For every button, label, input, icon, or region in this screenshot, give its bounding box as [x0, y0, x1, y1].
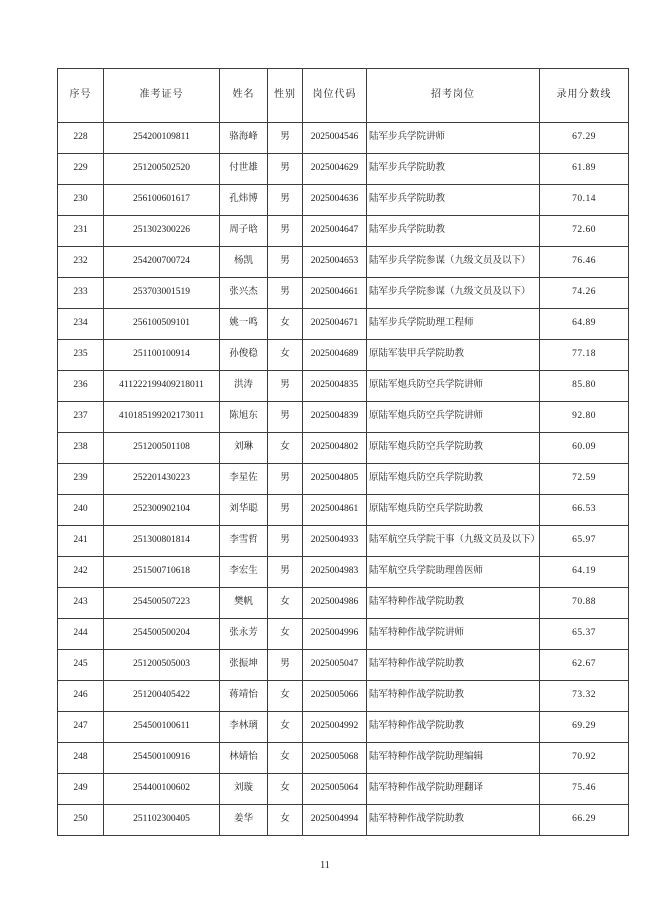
cell-name: 姜华 [220, 805, 268, 836]
cell-seq: 244 [58, 619, 104, 650]
cell-score: 65.97 [540, 526, 629, 557]
cell-gender: 女 [268, 681, 303, 712]
cell-seq: 235 [58, 340, 104, 371]
cell-exam_id: 251100100914 [104, 340, 220, 371]
cell-code: 2025004986 [303, 588, 367, 619]
cell-name: 李星佐 [220, 464, 268, 495]
cell-name: 刘华聪 [220, 495, 268, 526]
cell-gender: 男 [268, 464, 303, 495]
table-row [58, 557, 629, 588]
cell-exam_id: 254200700724 [104, 247, 220, 278]
cell-name: 周子晗 [220, 216, 268, 247]
cell-position: 陆军步兵学院助教 [367, 216, 540, 247]
cell-position: 陆军特种作战学院助理编辑 [367, 743, 540, 774]
cell-gender: 男 [268, 247, 303, 278]
admission-score-table [57, 68, 629, 836]
cell-code: 2025005066 [303, 681, 367, 712]
cell-position: 原陆军炮兵防空兵学院助教 [367, 433, 540, 464]
table-row [58, 619, 629, 650]
cell-gender: 男 [268, 526, 303, 557]
table-row [58, 278, 629, 309]
cell-seq: 250 [58, 805, 104, 836]
table-row [58, 774, 629, 805]
cell-seq: 234 [58, 309, 104, 340]
cell-name: 杨凯 [220, 247, 268, 278]
page-number: 11 [320, 860, 330, 871]
cell-name: 刘璇 [220, 774, 268, 805]
cell-exam_id: 254500100916 [104, 743, 220, 774]
cell-code: 2025004647 [303, 216, 367, 247]
cell-gender: 女 [268, 774, 303, 805]
cell-exam_id: 256100509101 [104, 309, 220, 340]
cell-seq: 239 [58, 464, 104, 495]
cell-position: 陆军步兵学院助理工程师 [367, 309, 540, 340]
cell-seq: 230 [58, 185, 104, 216]
cell-code: 2025004994 [303, 805, 367, 836]
table-row [58, 681, 629, 712]
table-row [58, 402, 629, 433]
cell-exam_id: 254400100602 [104, 774, 220, 805]
cell-score: 66.53 [540, 495, 629, 526]
cell-exam_id: 251500710618 [104, 557, 220, 588]
cell-exam_id: 254500507223 [104, 588, 220, 619]
cell-position: 陆军步兵学院参谋（九级文员及以下） [367, 278, 540, 309]
table-row [58, 464, 629, 495]
cell-score: 61.89 [540, 154, 629, 185]
cell-name: 李林璃 [220, 712, 268, 743]
cell-position: 陆军特种作战学院讲师 [367, 619, 540, 650]
table-row [58, 526, 629, 557]
cell-name: 蒋靖怡 [220, 681, 268, 712]
cell-seq: 241 [58, 526, 104, 557]
cell-name: 孔炜博 [220, 185, 268, 216]
column-header-code: 岗位代码 [303, 69, 367, 123]
cell-code: 2025004839 [303, 402, 367, 433]
cell-gender: 男 [268, 154, 303, 185]
cell-seq: 243 [58, 588, 104, 619]
table-row [58, 123, 629, 154]
cell-gender: 女 [268, 619, 303, 650]
cell-code: 2025004996 [303, 619, 367, 650]
cell-name: 李雪哲 [220, 526, 268, 557]
cell-seq: 228 [58, 123, 104, 154]
column-header-score: 录用分数线 [540, 69, 629, 123]
cell-code: 2025004992 [303, 712, 367, 743]
cell-gender: 男 [268, 278, 303, 309]
cell-seq: 238 [58, 433, 104, 464]
cell-score: 92.80 [540, 402, 629, 433]
cell-exam_id: 251102300405 [104, 805, 220, 836]
cell-code: 2025004805 [303, 464, 367, 495]
cell-exam_id: 251200505003 [104, 650, 220, 681]
cell-exam_id: 253703001519 [104, 278, 220, 309]
cell-position: 陆军步兵学院讲师 [367, 123, 540, 154]
cell-code: 2025004861 [303, 495, 367, 526]
cell-score: 72.60 [540, 216, 629, 247]
cell-code: 2025004636 [303, 185, 367, 216]
cell-seq: 245 [58, 650, 104, 681]
cell-score: 62.67 [540, 650, 629, 681]
cell-gender: 女 [268, 340, 303, 371]
table-body [58, 123, 629, 836]
table-row [58, 712, 629, 743]
cell-code: 2025005047 [303, 650, 367, 681]
cell-code: 2025004933 [303, 526, 367, 557]
cell-code: 2025004689 [303, 340, 367, 371]
table-row [58, 743, 629, 774]
cell-score: 69.29 [540, 712, 629, 743]
cell-exam_id: 251302300226 [104, 216, 220, 247]
cell-position: 陆军步兵学院助教 [367, 154, 540, 185]
cell-position: 原陆军炮兵防空兵学院讲师 [367, 371, 540, 402]
cell-gender: 男 [268, 650, 303, 681]
cell-name: 姚一鸣 [220, 309, 268, 340]
table-row [58, 185, 629, 216]
cell-exam_id: 254200109811 [104, 123, 220, 154]
cell-code: 2025004802 [303, 433, 367, 464]
column-header-gender: 性别 [268, 69, 303, 123]
cell-code: 2025004546 [303, 123, 367, 154]
cell-exam_id: 411222199409218011 [104, 371, 220, 402]
table-row [58, 309, 629, 340]
table-header-row [58, 69, 629, 123]
table-row [58, 650, 629, 681]
cell-exam_id: 256100601617 [104, 185, 220, 216]
cell-gender: 男 [268, 402, 303, 433]
cell-score: 85.80 [540, 371, 629, 402]
cell-exam_id: 252201430223 [104, 464, 220, 495]
cell-gender: 男 [268, 557, 303, 588]
table-row [58, 216, 629, 247]
cell-score: 64.19 [540, 557, 629, 588]
cell-seq: 240 [58, 495, 104, 526]
cell-score: 70.92 [540, 743, 629, 774]
cell-gender: 女 [268, 309, 303, 340]
cell-position: 原陆军炮兵防空兵学院助教 [367, 464, 540, 495]
cell-code: 2025004653 [303, 247, 367, 278]
cell-exam_id: 251200501108 [104, 433, 220, 464]
cell-score: 65.37 [540, 619, 629, 650]
cell-score: 75.46 [540, 774, 629, 805]
cell-score: 74.26 [540, 278, 629, 309]
cell-name: 孙俊稳 [220, 340, 268, 371]
cell-name: 樊帆 [220, 588, 268, 619]
cell-gender: 女 [268, 588, 303, 619]
cell-position: 原陆军装甲兵学院助教 [367, 340, 540, 371]
cell-exam_id: 251300801814 [104, 526, 220, 557]
cell-seq: 231 [58, 216, 104, 247]
cell-score: 67.29 [540, 123, 629, 154]
cell-seq: 233 [58, 278, 104, 309]
cell-gender: 女 [268, 743, 303, 774]
cell-seq: 242 [58, 557, 104, 588]
table-row [58, 371, 629, 402]
cell-exam_id: 254500100611 [104, 712, 220, 743]
cell-seq: 229 [58, 154, 104, 185]
column-header-name: 姓名 [220, 69, 268, 123]
table-row [58, 433, 629, 464]
table-row [58, 340, 629, 371]
cell-name: 张永芳 [220, 619, 268, 650]
cell-exam_id: 252300902104 [104, 495, 220, 526]
cell-seq: 232 [58, 247, 104, 278]
cell-name: 刘琳 [220, 433, 268, 464]
cell-position: 原陆军炮兵防空兵学院助教 [367, 495, 540, 526]
cell-seq: 236 [58, 371, 104, 402]
cell-position: 陆军步兵学院参谋（九级文员及以下） [367, 247, 540, 278]
cell-position: 陆军特种作战学院助教 [367, 805, 540, 836]
cell-score: 64.89 [540, 309, 629, 340]
cell-name: 李宏生 [220, 557, 268, 588]
cell-gender: 女 [268, 433, 303, 464]
cell-score: 66.29 [540, 805, 629, 836]
column-header-position: 招考岗位 [367, 69, 540, 123]
cell-score: 77.18 [540, 340, 629, 371]
cell-score: 70.14 [540, 185, 629, 216]
cell-name: 付世雄 [220, 154, 268, 185]
cell-code: 2025004835 [303, 371, 367, 402]
cell-name: 张振坤 [220, 650, 268, 681]
cell-name: 林婧怡 [220, 743, 268, 774]
cell-position: 陆军航空兵学院干事（九级文员及以下） [367, 526, 540, 557]
cell-name: 洪涛 [220, 371, 268, 402]
column-header-seq: 序号 [58, 69, 104, 123]
cell-exam_id: 254500500204 [104, 619, 220, 650]
cell-name: 骆海峰 [220, 123, 268, 154]
cell-score: 72.59 [540, 464, 629, 495]
cell-position: 陆军航空兵学院助理兽医师 [367, 557, 540, 588]
cell-position: 陆军步兵学院助教 [367, 185, 540, 216]
cell-position: 陆军特种作战学院助教 [367, 650, 540, 681]
cell-code: 2025004661 [303, 278, 367, 309]
cell-seq: 249 [58, 774, 104, 805]
cell-gender: 女 [268, 712, 303, 743]
cell-code: 2025004629 [303, 154, 367, 185]
cell-name: 陈旭东 [220, 402, 268, 433]
cell-gender: 男 [268, 371, 303, 402]
cell-code: 2025005068 [303, 743, 367, 774]
cell-seq: 248 [58, 743, 104, 774]
cell-gender: 女 [268, 805, 303, 836]
cell-position: 陆军特种作战学院助教 [367, 681, 540, 712]
cell-score: 73.32 [540, 681, 629, 712]
cell-position: 陆军特种作战学院助教 [367, 712, 540, 743]
cell-gender: 男 [268, 185, 303, 216]
cell-exam_id: 410185199202173011 [104, 402, 220, 433]
cell-score: 76.46 [540, 247, 629, 278]
cell-seq: 246 [58, 681, 104, 712]
table-row [58, 805, 629, 836]
table-row [58, 154, 629, 185]
table-row [58, 495, 629, 526]
cell-seq: 237 [58, 402, 104, 433]
cell-exam_id: 251200502520 [104, 154, 220, 185]
cell-score: 70.88 [540, 588, 629, 619]
cell-exam_id: 251200405422 [104, 681, 220, 712]
table-row [58, 247, 629, 278]
table-row [58, 588, 629, 619]
column-header-exam_id: 准考证号 [104, 69, 220, 123]
cell-position: 陆军特种作战学院助教 [367, 588, 540, 619]
cell-code: 2025004983 [303, 557, 367, 588]
cell-score: 60.09 [540, 433, 629, 464]
cell-gender: 男 [268, 123, 303, 154]
cell-position: 陆军特种作战学院助理翻译 [367, 774, 540, 805]
cell-code: 2025004671 [303, 309, 367, 340]
cell-name: 张兴杰 [220, 278, 268, 309]
cell-seq: 247 [58, 712, 104, 743]
cell-gender: 男 [268, 495, 303, 526]
cell-code: 2025005064 [303, 774, 367, 805]
cell-position: 原陆军炮兵防空兵学院讲师 [367, 402, 540, 433]
cell-gender: 男 [268, 216, 303, 247]
